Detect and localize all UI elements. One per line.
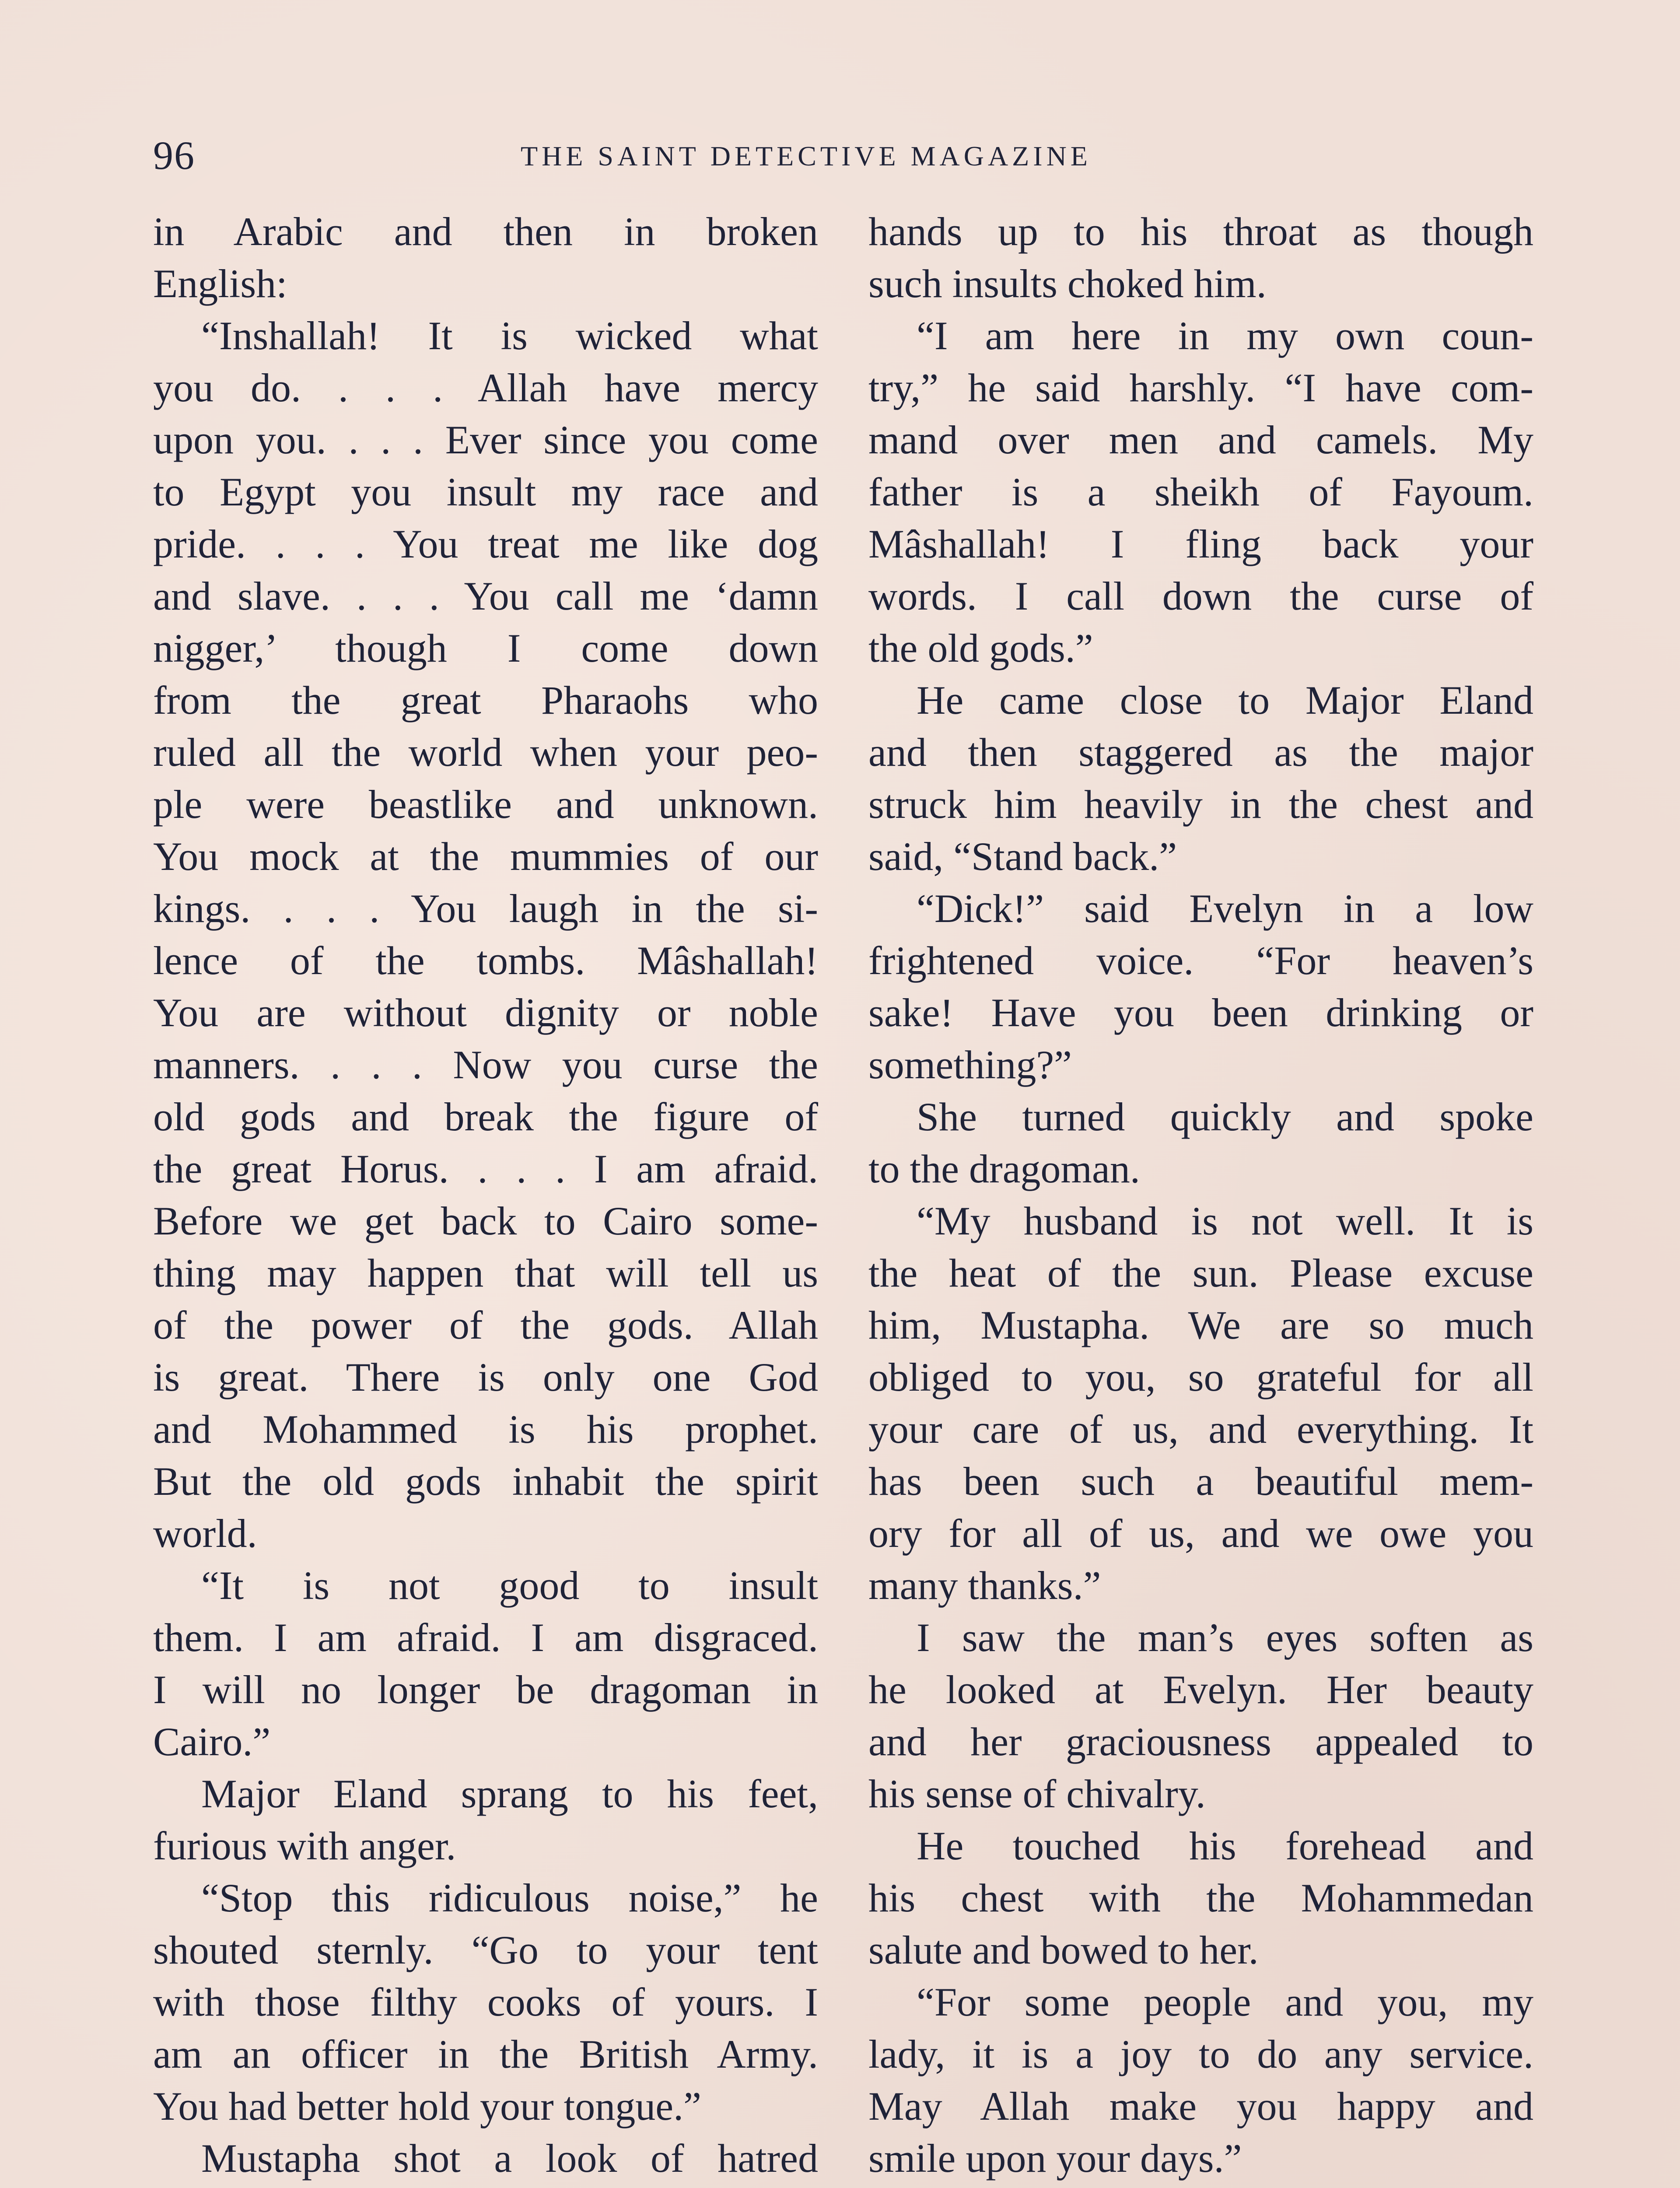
text-line: Major Eland sprang to his feet,	[201, 1771, 818, 1816]
text-line: She turned quickly and spoke	[917, 1094, 1533, 1139]
text-line: English:	[153, 261, 287, 306]
text-line: You had better hold your tongue.”	[153, 2084, 701, 2128]
text-line: old gods and break the figure of	[153, 1094, 818, 1139]
text-line: he looked at Evelyn. Her beauty	[868, 1667, 1533, 1712]
text-line: Mustapha shot a look of hatred	[201, 2136, 818, 2181]
text-line: the old gods.”	[868, 626, 1093, 670]
text-line: of the power of the gods. Allah	[153, 1303, 818, 1347]
text-line: in Arabic and then in broken	[153, 209, 818, 254]
text-line: I saw the man’s eyes soften as	[917, 1615, 1533, 1660]
text-line: nigger,’ though I come down	[153, 626, 818, 670]
text-line: “Inshallah! It is wicked what	[201, 313, 818, 358]
text-line: shouted sternly. “Go to your tent	[153, 1928, 818, 1972]
text-line: manners. . . . Now you curse the	[153, 1042, 818, 1087]
text-line: said, “Stand back.”	[868, 834, 1177, 879]
text-line: from the great Pharaohs who	[153, 678, 818, 722]
text-line: world.	[153, 1511, 257, 1556]
text-line: am an officer in the British Army.	[153, 2032, 818, 2076]
text-line: to the dragoman.	[868, 1147, 1140, 1191]
text-line: furious with anger.	[153, 1823, 456, 1868]
text-line: “My husband is not well. It is	[917, 1199, 1533, 1243]
text-line: You are without dignity or noble	[153, 990, 818, 1035]
text-line: your care of us, and everything. It	[868, 1407, 1533, 1452]
text-line: “Stop this ridiculous noise,” he	[201, 1876, 818, 1920]
text-line: hands up to his throat as though	[868, 209, 1533, 254]
page-header	[153, 131, 1531, 179]
text-line: lady, it is a joy to do any service.	[868, 2032, 1533, 2076]
running-head: THE SAINT DETECTIVE MAGAZINE	[521, 140, 1092, 172]
text-line: “For some people and you, my	[917, 1980, 1533, 2024]
text-line: “Dick!” said Evelyn in a low	[917, 886, 1533, 931]
text-line: and Mohammed is his prophet.	[153, 1407, 818, 1452]
text-line: kings. . . . You laugh in the si-	[153, 886, 818, 931]
text-column-left	[153, 206, 818, 2188]
text-line: Cairo.”	[153, 1719, 271, 1764]
text-line: I will no longer be dragoman in	[153, 1667, 818, 1712]
text-line: something?”	[868, 1042, 1072, 1087]
text-line: the great Horus. . . . I am afraid.	[153, 1147, 818, 1191]
text-line: to Egypt you insult my race and	[153, 470, 818, 514]
text-line: pride. . . . You treat me like dog	[153, 522, 818, 566]
text-line: struck him heavily in the chest and	[868, 782, 1533, 827]
text-line: May Allah make you happy and	[868, 2084, 1533, 2128]
text-line	[868, 2184, 1533, 2188]
text-column-right	[868, 206, 1533, 2188]
text-line: father is a sheikh of Fayoum.	[868, 470, 1533, 514]
text-line: You mock at the mummies of our	[153, 834, 818, 879]
text-line: you do. . . . Allah have mercy	[153, 365, 818, 410]
text-line: his chest with the Mohammedan	[868, 1876, 1533, 1920]
text-line: sake! Have you been drinking or	[868, 990, 1533, 1035]
text-line: ory for all of us, and we owe you	[868, 1511, 1533, 1556]
text-line: thing may happen that will tell us	[153, 1251, 818, 1295]
text-line: him, Mustapha. We are so much	[868, 1303, 1533, 1347]
text-line: ruled all the world when your peo-	[153, 730, 818, 775]
text-line: mand over men and camels. My	[868, 417, 1533, 462]
text-line: frightened voice. “For heaven’s	[868, 938, 1533, 983]
text-line: Before we get back to Cairo some-	[153, 1199, 818, 1243]
text-line: But the old gods inhabit the spirit	[153, 1459, 818, 1504]
text-line: He came close to Major Eland	[917, 678, 1533, 722]
page-number: 96	[153, 133, 195, 178]
text-line: Mâshallah! I fling back your	[868, 522, 1533, 566]
text-line: “I am here in my own coun-	[917, 313, 1533, 358]
text-line: lence of the tombs. Mâshallah!	[153, 938, 818, 983]
text-line: ple were beastlike and unknown.	[153, 782, 818, 827]
text-line: them. I am afraid. I am disgraced.	[153, 1615, 818, 1660]
text-line: many thanks.”	[868, 1563, 1101, 1608]
text-line: and then staggered as the major	[868, 730, 1533, 775]
text-line	[153, 2184, 818, 2188]
text-line: “It is not good to insult	[201, 1563, 818, 1608]
text-line: obliged to you, so grateful for all	[868, 1355, 1533, 1399]
text-line: with those filthy cooks of yours. I	[153, 1980, 818, 2024]
text-line: and slave. . . . You call me ‘damn	[153, 574, 818, 618]
text-line: the heat of the sun. Please excuse	[868, 1251, 1533, 1295]
text-line: try,” he said harshly. “I have com-	[868, 365, 1533, 410]
text-line: words. I call down the curse of	[868, 574, 1533, 618]
text-line: upon you. . . . Ever since you come	[153, 417, 818, 462]
text-line: has been such a beautiful mem-	[868, 1459, 1533, 1504]
text-line: and her graciousness appealed to	[868, 1719, 1533, 1764]
text-line: salute and bowed to her.	[868, 1928, 1259, 1972]
text-line: smile upon your days.”	[868, 2136, 1242, 2181]
text-line: is great. There is only one God	[153, 1355, 818, 1399]
text-line: his sense of chivalry.	[868, 1771, 1206, 1816]
text-line: such insults choked him.	[868, 261, 1267, 306]
text-line: He touched his forehead and	[917, 1823, 1533, 1868]
